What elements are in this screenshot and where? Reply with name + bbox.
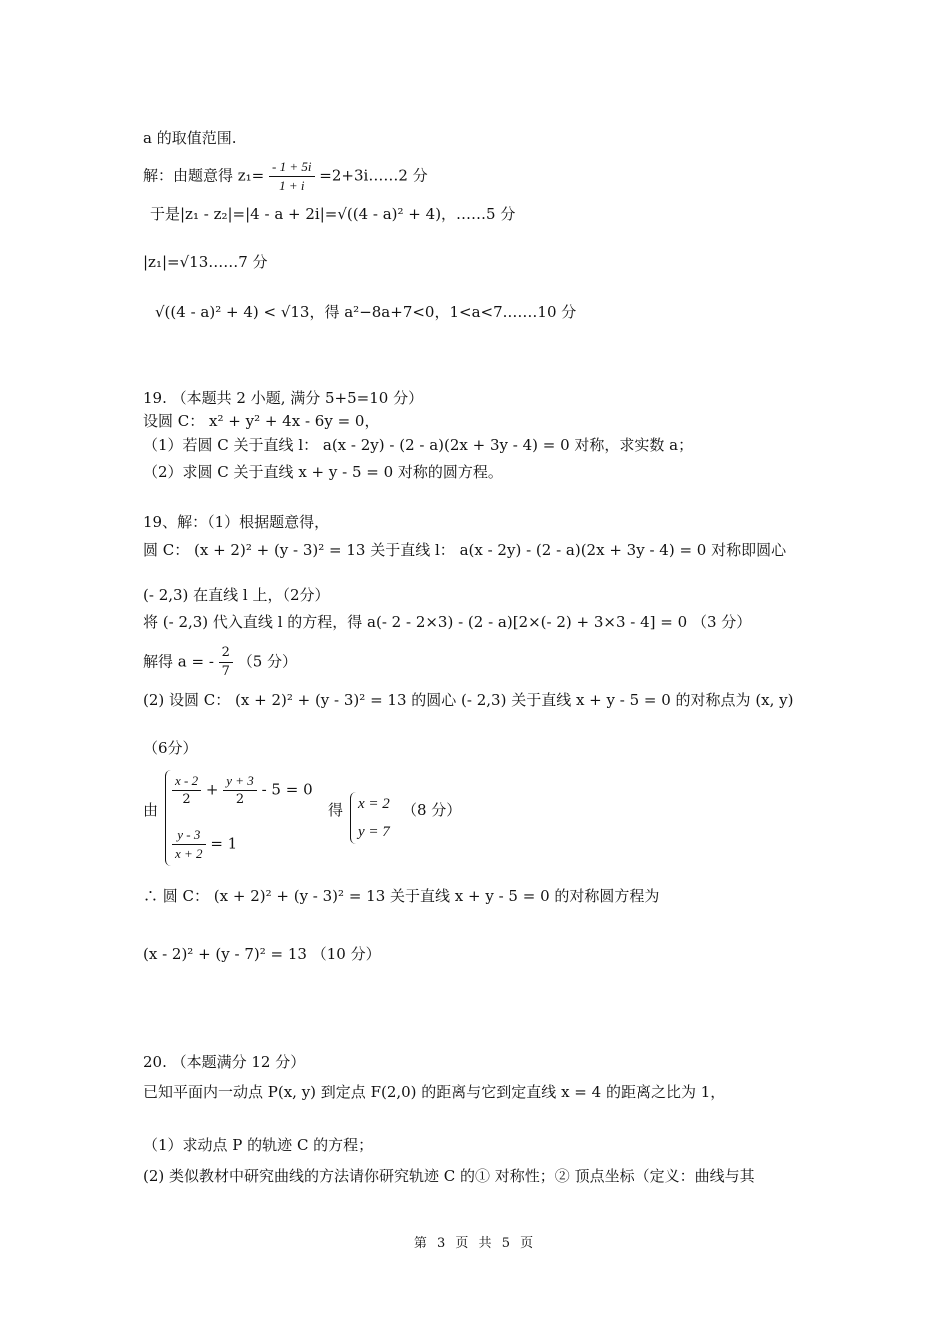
equation: y = 7 <box>358 824 390 840</box>
text-line: √((4 - a)² + 4) < √13，得 a²−8a+7<0，1<a<7.……10 分 <box>155 303 577 321</box>
text-line: 解得 a = - $\frac{2}{7}$ （5 分） <box>143 645 298 679</box>
text-line: (2) 类似教材中研究曲线的方法请你研究轨迹 C 的① 对称性；② 顶点坐标（定义：曲线与其 <box>143 1167 755 1185</box>
text-line: （6分） <box>143 739 198 757</box>
sys-label: 得 <box>328 801 344 819</box>
text-line: (2) 设圆 C： (x + 2)² + (y - 3)² = 13 的圆心 (- 2,3) 关于直线 x + y - 5 = 0 的对称点为 (x, y) <box>143 691 794 709</box>
brace <box>350 792 357 844</box>
text-line: 解：由题意得 z₁= $\frac{- 1 + 5i}{1 + i}$ =2+3i……2 分 <box>143 159 428 193</box>
text-line: a 的取值范围. <box>143 129 237 147</box>
text-line: 设圆 C： x² + y² + 4x - 6y = 0， <box>143 412 380 430</box>
score: （8 分） <box>402 801 462 819</box>
text-line: （2）求圆 C 关于直线 x + y - 5 = 0 对称的圆方程。 <box>143 463 503 481</box>
text-line: 已知平面内一动点 P(x, y) 到定点 F(2,0) 的距离与它到定直线 x = 4 的距离之比为 1， <box>143 1083 726 1101</box>
page-footer: 第 3 页 共 5 页 <box>413 1236 537 1251</box>
text-line: (x - 2)² + (y - 7)² = 13 （10 分） <box>143 945 381 963</box>
equation: x = 2 <box>358 796 390 812</box>
text-line: 圆 C： (x + 2)² + (y - 3)² = 13 关于直线 l： a(x - 2y) - (2 - a)(2x + 3y - 4) = 0 对称即圆心 <box>143 541 787 559</box>
question-header: 20. （本题满分 12 分） <box>143 1053 306 1071</box>
text-line: ∴ 圆 C： (x + 2)² + (y - 3)² = 13 关于直线 x + y - 5 = 0 的对称圆方程为 <box>143 887 660 905</box>
text-line: （1）若圆 C 关于直线 l： a(x - 2y) - (2 - a)(2x + 3y - 4) = 0 对称，求实数 a； <box>143 436 694 454</box>
text-line: 19、解：（1）根据题意得， <box>143 513 330 531</box>
text-line: (- 2,3) 在直线 l 上，（2分） <box>143 586 330 604</box>
text-line: 于是|z₁ - z₂|=|4 - a + 2i|=√((4 - a)² + 4)，……5 分 <box>150 205 516 223</box>
equation: $\frac{x - 2}{2}$ + $\frac{y + 3}{2}$ - 5 = 0 <box>172 772 313 809</box>
text-line: 将 (- 2,3) 代入直线 l 的方程，得 a(- 2 - 2×3) - (2 - a)[2×(- 2) + 3×3 - 4] = 0 （3 分） <box>143 613 752 631</box>
equation: $\frac{y - 3}{x + 2}$ = 1 <box>172 826 237 863</box>
question-header: 19. （本题共 2 小题, 满分 5+5=10 分） <box>143 389 424 407</box>
text-line: |z₁|=√13……7 分 <box>143 253 268 271</box>
sys-label: 由 <box>143 801 159 819</box>
text-line: （1）求动点 P 的轨迹 C 的方程； <box>143 1136 374 1154</box>
